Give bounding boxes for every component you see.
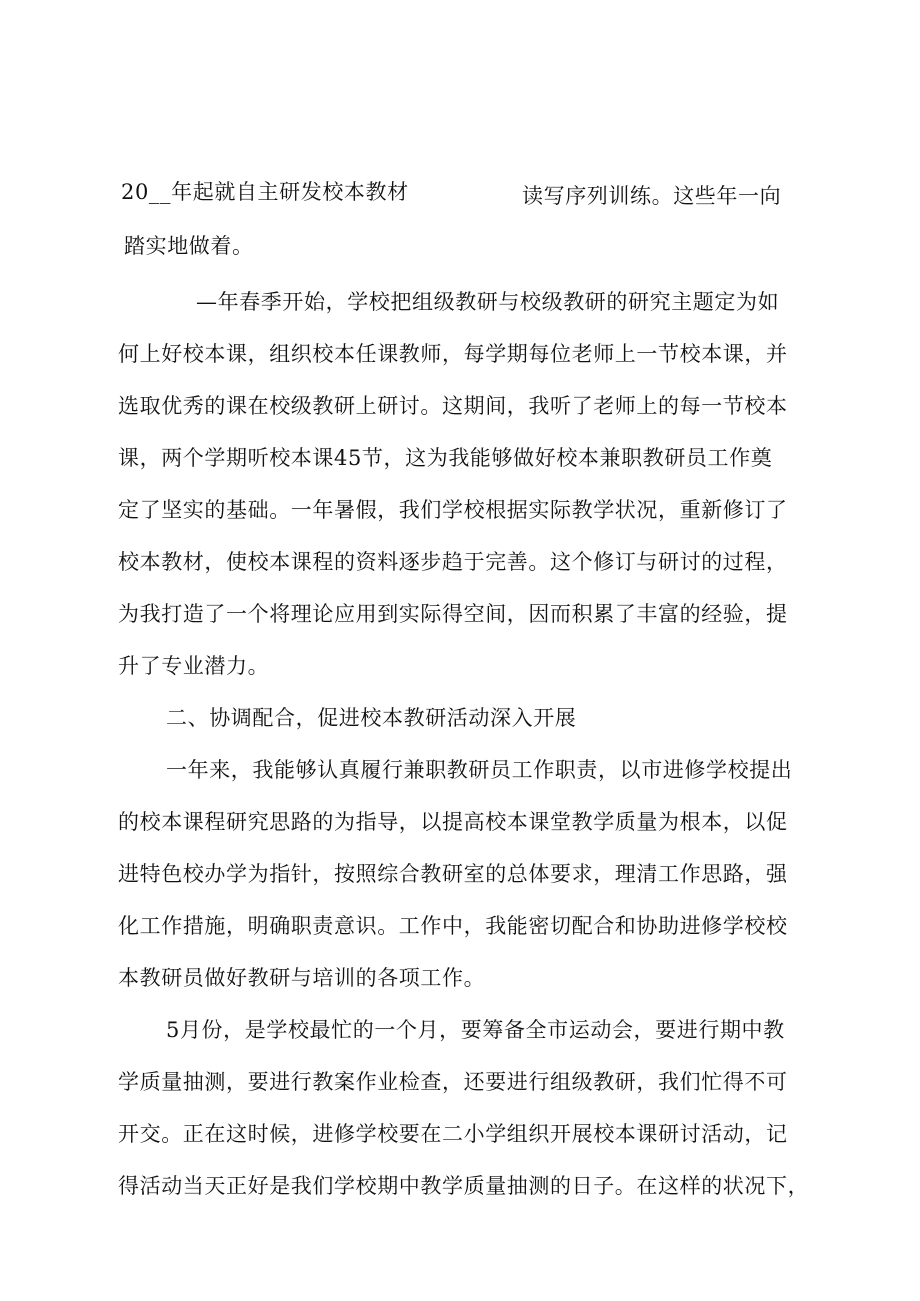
text-line: 一年来，我能够认真履行兼职教研员工作职责，以市进修学校提出 (166, 758, 793, 782)
text-line: 进特色校办学为指针，按照综合教研室的总体要求，理清工作思路，强 (118, 862, 788, 886)
text-line: 为我打造了一个将理论应用到实际得空间，因而积累了丰富的经验，提 (118, 602, 788, 626)
text-line: 升了专业潜力。 (118, 654, 270, 678)
section-heading: 二、协调配合，促进校本教研活动深入开展 (166, 706, 577, 730)
text-line: 化工作措施，明确职责意识。工作中，我能密切配合和协助进修学校校 (118, 914, 788, 938)
text-line-top-left: 20__年起就自主研发校本教材 (121, 180, 409, 204)
text-line: 校本教材，使校本课程的资料逐步趋于完善。这个修订与研讨的过程， (118, 550, 788, 574)
text-line: 学质量抽测，要进行教案作业检查，还要进行组级教研，我们忙得不可 (118, 1070, 788, 1094)
text-line: 课，两个学期听校本课45节，这为我能够做好校本兼职教研员工作奠 (118, 446, 773, 470)
text-line: 选取优秀的课在校级教研上研讨。这期间，我听了老师上的每一节校本 (118, 394, 788, 418)
text-line: 得活动当天正好是我们学校期中教学质量抽测的日子。在这样的状况下， (118, 1174, 810, 1198)
text-line: 何上好校本课，组织校本任课教师，每学期每位老师上一节校本课，并 (118, 342, 788, 366)
text-line: 定了坚实的基础。一年暑假，我们学校根据实际教学状况，重新修订了 (118, 498, 788, 522)
text-line: 开交。正在这时候，进修学校要在二小学组织开展校本课研讨活动，记 (118, 1122, 788, 1146)
text-line: 踏实地做着。 (124, 234, 254, 258)
text-line: 的校本课程研究思路的为指导，以提高校本课堂教学质量为根本，以促 (118, 810, 788, 834)
text-line: —年春季开始，学校把组级教研与校级教研的研究主题定为如 (196, 290, 780, 314)
text-line: 5月份，是学校最忙的一个月，要筹备全市运动会，要进行期中教 (166, 1018, 785, 1042)
text-line-top-right: 读写序列训练。这些年一向 (522, 184, 782, 208)
text-line: 本教研员做好教研与培训的各项工作。 (118, 966, 486, 990)
